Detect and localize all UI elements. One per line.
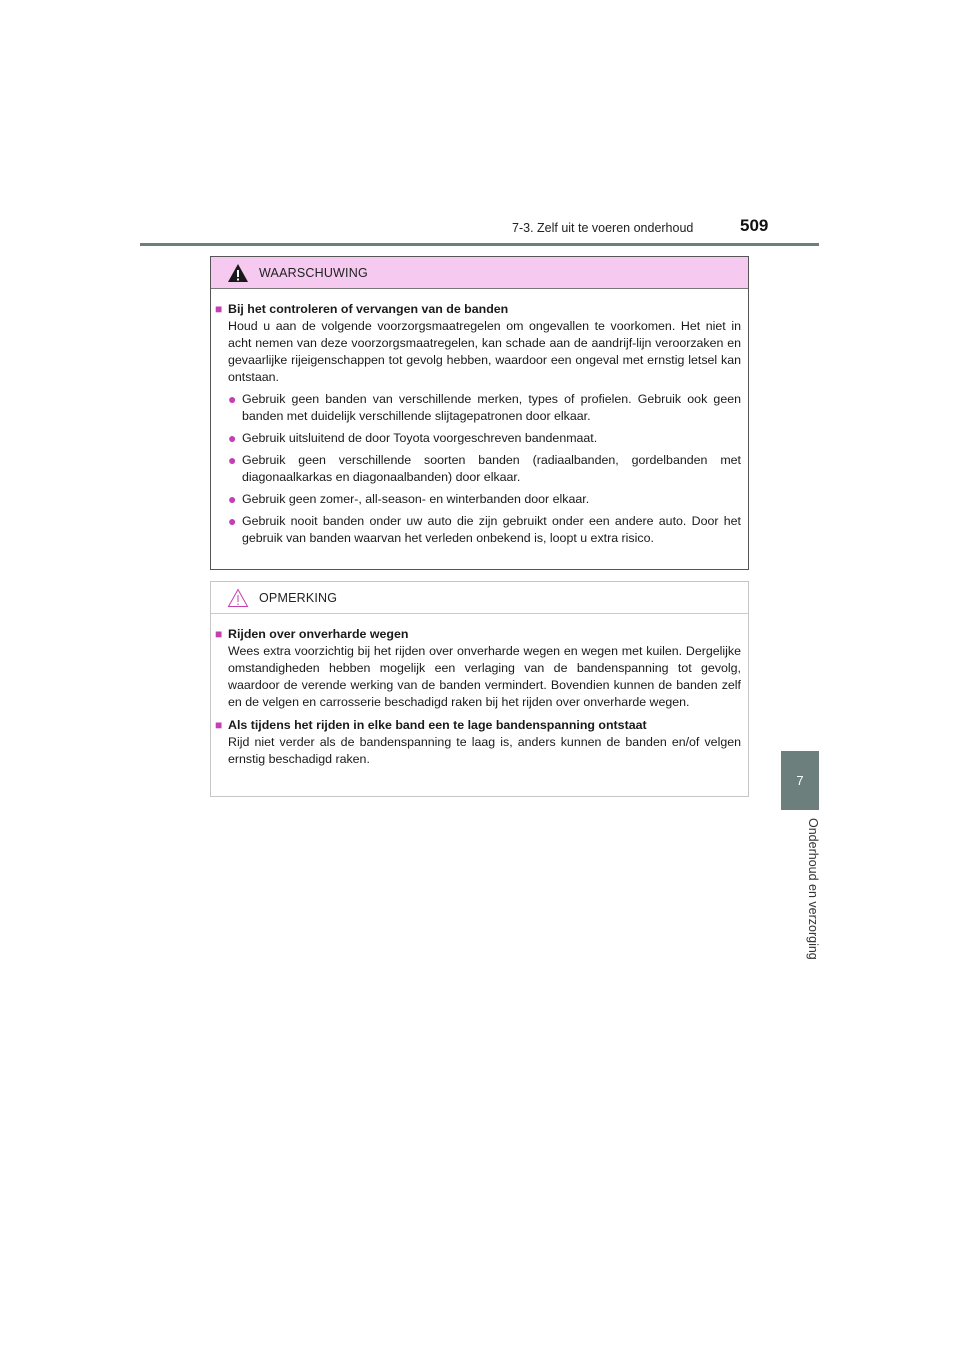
bullet-dot-icon: ● [228, 391, 237, 407]
warning-section [215, 301, 741, 547]
warning-box [210, 256, 749, 570]
notice-section [215, 717, 741, 768]
header-rule [140, 243, 819, 246]
bullet-dot-icon: ● [228, 491, 237, 507]
bullet-dot-icon: ● [228, 452, 237, 468]
warning-triangle-icon [227, 263, 249, 283]
list-item-text: Gebruik geen banden van verschillende merken, types of profielen. Gebruik ook geen banden met duidelijk verschillende slijtagepatronen door elkaar. [242, 392, 741, 423]
notice-section-title-text: Rijden over onverharde wegen [228, 627, 409, 641]
notice-header [211, 582, 748, 614]
list-item [228, 391, 741, 425]
list-item [228, 430, 741, 447]
list-item-text: Gebruik geen zomer-, all-season- en winterbanden door elkaar. [242, 492, 590, 506]
notice-title: OPMERKING [259, 590, 338, 605]
list-item [228, 513, 741, 547]
notice-section-title-text: Als tijdens het rijden in elke band een te lage bandenspanning ontstaat [228, 718, 647, 732]
list-item [228, 452, 741, 486]
warning-section-title [215, 301, 741, 318]
notice-section-title [215, 717, 741, 734]
notice-section [215, 626, 741, 711]
bullet-dot-icon: ● [228, 430, 237, 446]
square-bullet-icon: ■ [215, 718, 223, 732]
square-bullet-icon: ■ [215, 627, 223, 641]
warning-intro: Houd u aan de volgende voorzorgsmaatregelen om ongevallen te voorkomen. Het niet in acht nemen van deze voorzorgsmaatregelen, kan schade aan de aandrijf-lijn veroorzaken en gevaarlijke rijeigenschappen tot gevolg hebben, waardoor een ongeval met ernstig letsel kan ontstaan. [228, 319, 741, 384]
running-header-section: 7-3. Zelf uit te voeren onderhoud [512, 221, 694, 235]
warning-header [211, 257, 748, 289]
notice-section-title [215, 626, 741, 643]
page-number: 509 [740, 216, 769, 235]
list-item-text: Gebruik uitsluitend de door Toyota voorgeschreven bandenmaat. [242, 431, 598, 445]
warning-title: WAARSCHUWING [259, 265, 368, 280]
notice-section-text: Wees extra voorzichtig bij het rijden over onverharde wegen en wegen met kuilen. Dergelijke omstandigheden hebben mogelijk een verlaging van de bandenspanning tot gevolg, waardoor de verende werking van de banden vermindert. Bovendien kunnen de banden zelf en de velgen en carrosserie beschadigd raken bij het rijden over onverharde wegen. [228, 644, 741, 709]
square-bullet-icon: ■ [215, 302, 223, 316]
notice-section-text: Rijd niet verder als de bandenspanning te laag is, anders kunnen de banden en/of velgen ernstig beschadigd raken. [228, 735, 741, 766]
list-item-text: Gebruik nooit banden onder uw auto die zijn gebruikt onder een andere auto. Door het gebruik van banden waarvan het verleden onbekend is, loopt u extra risico. [242, 514, 741, 545]
warning-section-title-text: Bij het controleren of vervangen van de banden [228, 302, 509, 316]
notice-body [211, 614, 748, 768]
bullet-dot-icon: ● [228, 513, 237, 529]
caution-triangle-icon [227, 588, 249, 608]
notice-box [210, 581, 749, 797]
list-item [228, 491, 741, 508]
list-item-text: Gebruik geen verschillende soorten banden (radiaalbanden, gordelbanden met diagonaalkarkas en diagonaalbanden) door elkaar. [242, 453, 741, 484]
chapter-title: Onderhoud en verzorging [806, 818, 820, 960]
chapter-tab: 7 [781, 751, 819, 810]
warning-body [211, 289, 748, 547]
